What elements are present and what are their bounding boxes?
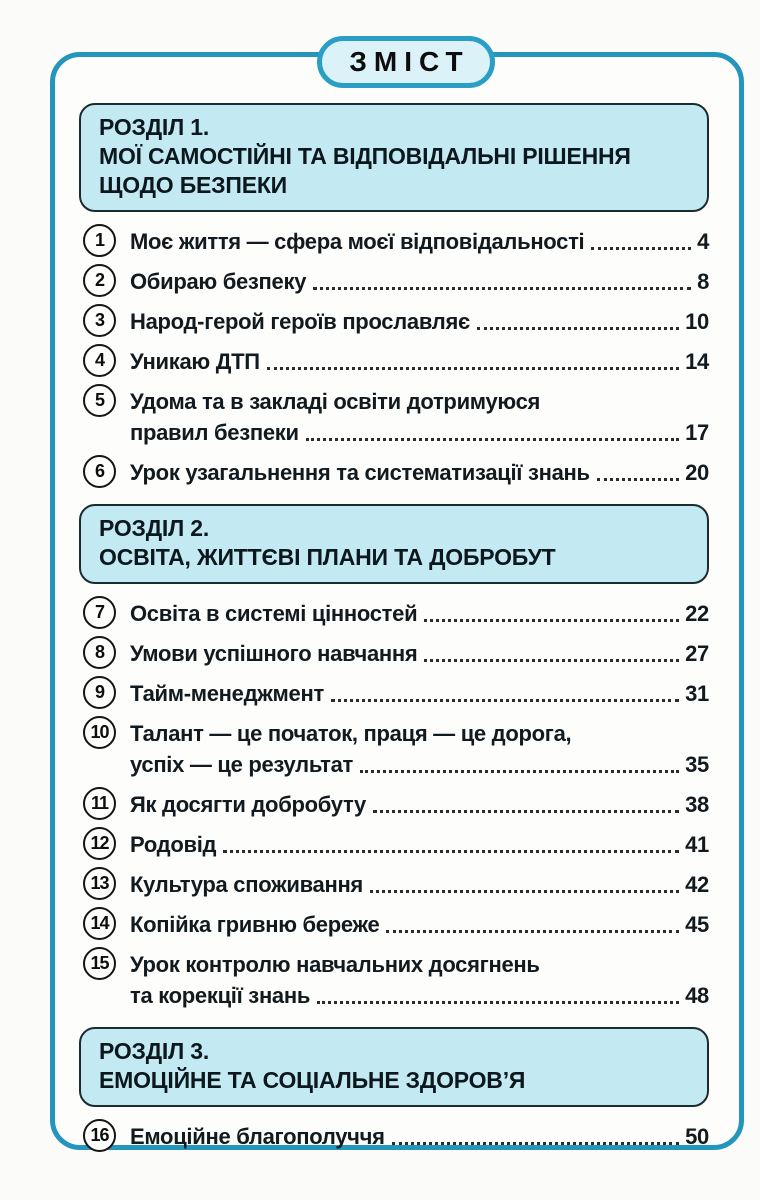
item-number-badge: 7 (83, 596, 116, 629)
item-number-badge: 2 (83, 264, 116, 297)
item-line (130, 909, 709, 940)
item-page-number: 27 (685, 641, 709, 666)
item-page-number: 50 (685, 1124, 709, 1149)
dot-leader (477, 327, 679, 330)
section-1-title-line-2: ЩОДО БЕЗПЕКИ (99, 172, 288, 198)
item-number-badge: 4 (83, 344, 116, 377)
item-number-badge: 1 (83, 224, 116, 257)
item-page-number: 38 (685, 792, 709, 817)
item-line (130, 829, 709, 860)
dot-leader (360, 770, 679, 773)
section-2-label: РОЗДІЛ 2. (99, 515, 210, 541)
item-title: Моє життя — сфера моєї відповідальності (130, 229, 585, 254)
item-title: та корекції знань (130, 983, 311, 1008)
dot-leader (424, 619, 679, 622)
item-line (130, 789, 709, 820)
dot-leader (370, 890, 679, 893)
item-title: Уникаю ДТП (130, 349, 260, 374)
section-3-header (79, 1027, 709, 1107)
item-title: Урок узагальнення та систематизації знань (130, 460, 590, 485)
item-number-badge: 3 (83, 304, 116, 337)
item-page-number: 17 (685, 420, 709, 445)
toc-row (83, 788, 709, 820)
item-line (130, 980, 709, 1011)
item-page-number: 22 (685, 601, 709, 626)
toc-section-1 (79, 103, 709, 488)
item-title: Як досягти добробуту (130, 792, 366, 817)
item-number-badge: 16 (83, 1119, 116, 1152)
item-page-number: 45 (685, 912, 709, 937)
item-lines (130, 385, 709, 448)
item-page-number: 14 (685, 349, 709, 374)
item-title: Обираю безпеку (130, 269, 307, 294)
toc-row (83, 948, 709, 1011)
item-line (130, 638, 709, 669)
toc-row (83, 717, 709, 780)
item-line (130, 949, 709, 980)
toc-section-3 (79, 1027, 709, 1152)
item-title: Удома та в закладі освіти дотримуюся (130, 389, 541, 414)
item-lines (130, 868, 709, 900)
item-title: успіх — це результат (130, 752, 354, 777)
dot-leader (267, 367, 679, 370)
item-lines (130, 637, 709, 669)
toc-row (83, 908, 709, 940)
toc-row (83, 828, 709, 860)
item-title: Емоційне благополуччя (130, 1124, 385, 1149)
item-number-badge: 15 (83, 947, 116, 980)
item-line (130, 1121, 709, 1152)
item-line (130, 266, 709, 297)
toc-content (55, 57, 739, 1149)
toc-row (83, 456, 709, 488)
item-page-number: 48 (685, 983, 709, 1008)
item-page-number: 4 (697, 229, 709, 254)
toc-row (83, 868, 709, 900)
section-2-title-line-1: ОСВІТА, ЖИТТЄВІ ПЛАНИ ТА ДОБРОБУТ (99, 544, 556, 570)
item-number-badge: 14 (83, 907, 116, 940)
item-line (130, 226, 709, 257)
dot-leader (317, 1001, 679, 1004)
item-title: правил безпеки (130, 420, 299, 445)
toc-list-2 (83, 597, 709, 1011)
dot-leader (392, 1142, 679, 1145)
toc-row (83, 265, 709, 297)
dot-leader (223, 850, 679, 853)
item-number-badge: 13 (83, 867, 116, 900)
toc-row (83, 225, 709, 257)
item-line (130, 869, 709, 900)
item-line (130, 346, 709, 377)
item-lines (130, 456, 709, 488)
toc-row (83, 345, 709, 377)
dot-leader (331, 699, 679, 702)
item-page-number: 8 (697, 269, 709, 294)
dot-leader (386, 930, 679, 933)
item-line (130, 749, 709, 780)
item-title: Урок контролю навчальних досягнень (130, 952, 540, 977)
item-page-number: 42 (685, 872, 709, 897)
item-number-badge: 8 (83, 636, 116, 669)
section-1-label: РОЗДІЛ 1. (99, 114, 210, 140)
section-3-label: РОЗДІЛ 3. (99, 1038, 210, 1064)
item-line (130, 718, 709, 749)
toc-section-2 (79, 504, 709, 1011)
item-page-number: 20 (685, 460, 709, 485)
item-number-badge: 5 (83, 384, 116, 417)
item-line (130, 417, 709, 448)
item-line (130, 306, 709, 337)
item-lines (130, 265, 709, 297)
item-lines (130, 345, 709, 377)
item-lines (130, 908, 709, 940)
item-lines (130, 225, 709, 257)
dot-leader (373, 810, 679, 813)
dot-leader (597, 478, 679, 481)
item-lines (130, 788, 709, 820)
toc-row (83, 1120, 709, 1152)
item-lines (130, 597, 709, 629)
item-page-number: 10 (685, 309, 709, 334)
toc-row (83, 637, 709, 669)
item-number-badge: 6 (83, 455, 116, 488)
item-title: Копійка гривню береже (130, 912, 380, 937)
item-lines (130, 717, 709, 780)
section-3-title-line-1: ЕМОЦІЙНЕ ТА СОЦІАЛЬНЕ ЗДОРОВ’Я (99, 1067, 526, 1093)
item-number-badge: 10 (83, 716, 116, 749)
item-lines (130, 948, 709, 1011)
section-2-header (79, 504, 709, 584)
dot-leader (424, 659, 679, 662)
dot-leader (306, 438, 679, 441)
item-lines (130, 1120, 709, 1152)
item-line (130, 598, 709, 629)
page-title: ЗМІСТ (349, 46, 470, 77)
item-title: Тайм-менеджмент (130, 681, 324, 706)
item-title: Умови успішного навчання (130, 641, 418, 666)
item-page-number: 41 (685, 832, 709, 857)
item-line (130, 678, 709, 709)
toc-list-1 (83, 225, 709, 488)
item-number-badge: 11 (83, 787, 116, 820)
item-lines (130, 677, 709, 709)
item-lines (130, 828, 709, 860)
toc-row (83, 677, 709, 709)
item-title: Культура споживання (130, 872, 363, 897)
item-number-badge: 12 (83, 827, 116, 860)
page-border-frame (50, 52, 744, 1150)
item-page-number: 31 (685, 681, 709, 706)
section-1-header (79, 103, 709, 212)
toc-list-3 (83, 1120, 709, 1152)
item-title: Освіта в системі цінностей (130, 601, 418, 626)
dot-leader (313, 287, 691, 290)
dot-leader (591, 247, 691, 250)
item-page-number: 35 (685, 752, 709, 777)
item-line (130, 457, 709, 488)
toc-row (83, 305, 709, 337)
toc-row (83, 597, 709, 629)
item-number-badge: 9 (83, 676, 116, 709)
item-lines (130, 305, 709, 337)
section-1-title-line-1: МОЇ САМОСТІЙНІ ТА ВІДПОВІДАЛЬНІ РІШЕННЯ (99, 143, 631, 169)
item-title: Родовід (130, 832, 217, 857)
item-title: Талант — це початок, праця — це дорога, (130, 721, 572, 746)
item-title: Народ-герой героїв прославляє (130, 309, 470, 334)
toc-row (83, 385, 709, 448)
item-line (130, 386, 709, 417)
contents-title-pill (317, 36, 495, 88)
